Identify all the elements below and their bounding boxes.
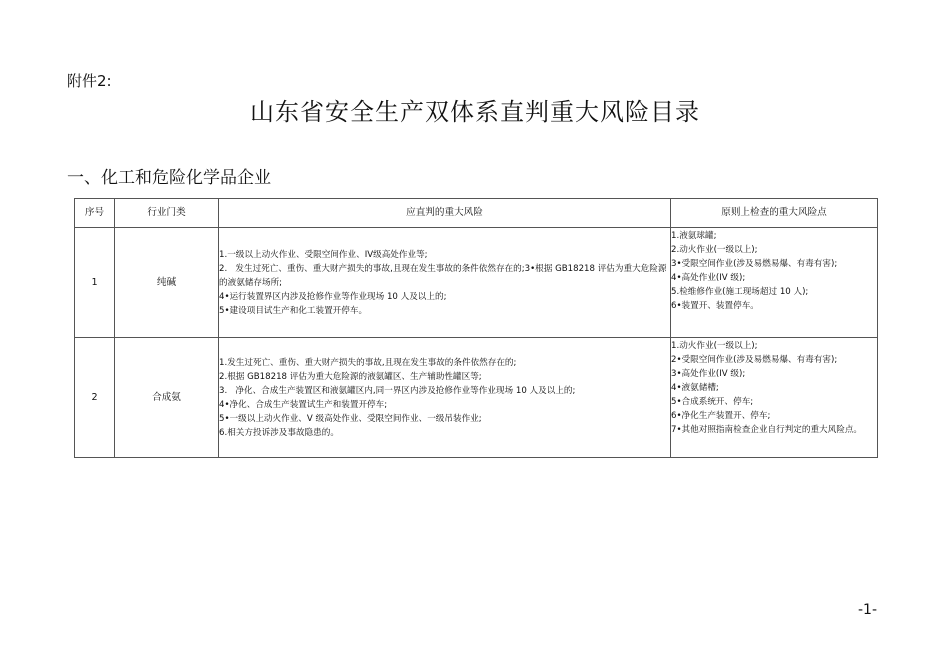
checkpoint-item: 5•合成系统开、停车; [671, 397, 754, 407]
risk-item: 3. 净化、合成生产装置区和液氨罐区内,同一界区内涉及抢修作业等作业现场 10 人及以上的; [219, 385, 576, 396]
risk-item: 4•运行装置界区内涉及抢修作业等作业现场 10 人及以上的; [219, 291, 447, 302]
risk-item: 2. 发生过死亡、重伤、重大财产损失的事故,且现在发生事故的条件依然存在的;3•根据 GB18218 评估为重大危险源的液氨储存场所; [219, 263, 667, 288]
attachment-label: 附件2: [67, 72, 112, 90]
table-row [75, 338, 878, 458]
section-heading: 一、化工和危险化学品企业 [67, 168, 271, 188]
checkpoint-item: 1.液氨球罐; [671, 231, 717, 241]
row-industry: 合成氨 [115, 338, 219, 458]
checkpoint-item: 7•其他对照指南检查企业自行判定的重大风险点。 [671, 425, 863, 435]
checkpoint-item: 3•高处作业(IV 级); [671, 369, 746, 379]
checkpoint-item: 3•受限空间作业(涉及易燃易爆、有毒有害); [671, 259, 838, 269]
row-index: 1 [75, 228, 115, 338]
column-header-industry: 行业门类 [115, 199, 219, 228]
risk-item: 1.发生过死亡、重伤、重大财产损失的事故,且现在发生事故的条件依然存在的; [219, 357, 517, 368]
checkpoint-item: 6•装置开、装置停车。 [671, 301, 759, 311]
risk-table [74, 198, 878, 458]
risk-item: 5•建设项目试生产和化工装置开停车。 [219, 305, 368, 316]
checkpoint-item: 1.动火作业(一级以上); [671, 341, 758, 351]
checkpoint-item: 5.检维修作业(施工现场超过 10 人); [671, 287, 809, 297]
risk-item: 1.一级以上动火作业、受限空间作业、IV级高处作业等; [219, 249, 428, 260]
page-number: -1- [858, 602, 878, 618]
document-title: 山东省安全生产双体系直判重大风险目录 [250, 98, 700, 126]
column-header-direct-risks: 应直判的重大风险 [219, 199, 671, 228]
column-header-index: 序号 [75, 199, 115, 228]
row-checkpoints [671, 228, 878, 338]
risk-item: 6.相关方投诉涉及事故隐患的。 [219, 427, 339, 438]
checkpoint-item: 4•液氨储槽; [671, 383, 719, 393]
row-direct-risks [219, 228, 671, 338]
checkpoint-item: 2.动火作业(一级以上); [671, 245, 758, 255]
table-header-row [75, 199, 878, 228]
checkpoint-item: 2•受限空间作业(涉及易燃易爆、有毒有害); [671, 355, 838, 365]
checkpoint-item: 4•高处作业(IV 级); [671, 273, 746, 283]
table-row [75, 228, 878, 338]
row-checkpoints [671, 338, 878, 458]
row-index: 2 [75, 338, 115, 458]
risk-item: 5•一级以上动火作业、V 级高处作业、受限空间作业、一级吊装作业; [219, 413, 482, 424]
checkpoint-item: 6•净化生产装置开、停车; [671, 411, 771, 421]
row-direct-risks [219, 338, 671, 458]
row-industry: 纯碱 [115, 228, 219, 338]
risk-item: 2.根据 GB18218 评估为重大危险源的液氨罐区、生产辅助性罐区等; [219, 371, 482, 382]
risk-item: 4•净化、合成生产装置试生产和装置开停车; [219, 399, 388, 410]
column-header-checkpoints: 原则上检查的重大风险点 [671, 199, 878, 228]
